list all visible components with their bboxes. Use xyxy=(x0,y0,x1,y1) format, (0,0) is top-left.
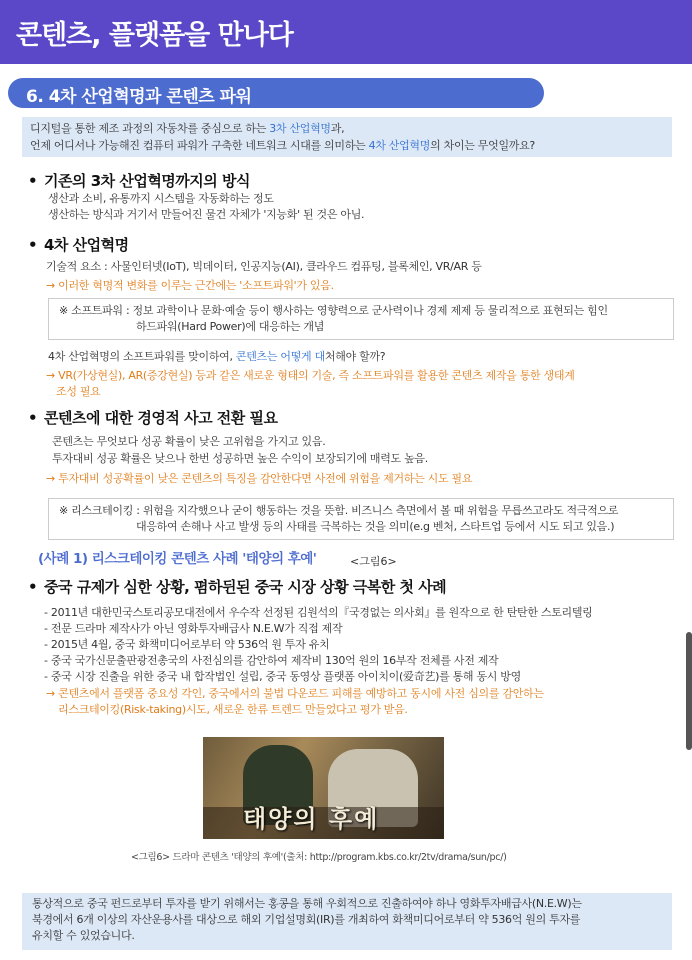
arrow-note: → VR(가상현실), AR(증강현실) 등과 같은 새로운 형태의 기술, 즉 소프트파워를 활용한 콘텐츠 제작을 통한 생태계 xyxy=(46,369,575,382)
figure-caption: <그림6> 드라마 콘텐츠 '태양의 후예'(출처: http://program.kbs.co.kr/2tv/drama/sun/pc/) xyxy=(131,852,507,863)
bullet-dot-icon: • xyxy=(28,172,38,190)
intro-text: 언제 어디서나 가능해진 컴퓨터 파워가 구축한 네트워크 시대를 의미하는 xyxy=(30,139,369,152)
intro-box xyxy=(22,117,672,157)
arrow-note: 조성 필요 xyxy=(56,385,101,398)
summary-text: 북경에서 6개 이상의 자산운용사를 대상으로 해외 기업설명회(IR)를 개최하여 화책미디어로부터 약 536억 원의 투자를 xyxy=(32,913,581,926)
note-text: ※ 리스크테이킹 : 위험을 지각했으나 굳이 행동하는 것을 뜻함. 비즈니스 측면에서 볼 때 위험을 무릅쓰고라도 적극적으로 xyxy=(59,504,619,517)
bullet-dot-icon: • xyxy=(28,236,38,254)
bullet-heading-text: 4차 산업혁명 xyxy=(44,236,129,254)
intro-line-1 xyxy=(22,117,672,137)
summary-text: 유치할 수 있었습니다. xyxy=(32,929,135,942)
intro-text: 과, xyxy=(330,122,345,135)
arrow-note: → 투자대비 성공확률이 낮은 콘텐츠의 특징을 감안한다면 사전에 위험을 제거하는 시도 필요 xyxy=(46,472,473,485)
list-item: - 2015년 4월, 중국 화책미디어로부터 약 536억 원 투자 유치 xyxy=(44,638,330,651)
arrow-note: → 콘텐츠에서 플랫폼 중요성 각인, 중국에서의 불법 다운로드 피해를 예방하고 동시에 사전 심의를 감안하는 xyxy=(46,687,544,700)
bullet-heading-text: 콘텐츠에 대한 경영적 사고 전환 필요 xyxy=(44,409,278,427)
scrollbar-handle[interactable] xyxy=(686,632,692,750)
question-part: 4차 산업혁명의 소프트파워를 맞이하여, xyxy=(48,350,236,363)
arrow-note: 리스크테이킹(Risk-taking)시도, 새로운 한류 트렌드 만들었다고 평가 받음. xyxy=(58,703,408,716)
bullet-heading xyxy=(28,234,129,255)
page-title: 콘텐츠, 플랫폼을 만나다 xyxy=(16,20,293,51)
list-item: - 2011년 대한민국스토리공모대전에서 우수작 선정된 김원석의『국경없는 의사회』를 원작으로 한 탄탄한 스토리텔링 xyxy=(44,606,593,619)
question-part: 처해야 할까? xyxy=(324,350,386,363)
body-text: 생산과 소비, 유통까지 시스템을 자동화하는 정도 xyxy=(48,192,274,205)
bullet-heading xyxy=(28,170,250,191)
note-box xyxy=(48,298,674,340)
intro-highlight: 3차 산업혁명 xyxy=(269,122,331,135)
case-title: (사례 1) 리스크테이킹 콘텐츠 사례 '태양의 후예' xyxy=(38,551,317,567)
summary-box xyxy=(22,893,672,950)
question-text xyxy=(48,349,385,365)
bullet-dot-icon: • xyxy=(28,409,38,427)
note-text: ※ 소프트파워 : 정보 과학이나 문화·예술 등이 행사하는 영향력으로 군사력이나 경제 제제 등 물리적으로 표현되는 힘인 xyxy=(59,304,608,317)
figure-reference: <그림6> xyxy=(350,555,397,568)
list-item: - 중국 국가신문출판광전총국의 사전심의를 감안하여 제작비 130억 원의 16부작 전체를 사전 제작 xyxy=(44,654,499,667)
arrow-note: → 이러한 혁명적 변화를 이루는 근간에는 '소프트파워'가 있음. xyxy=(46,279,334,292)
section-heading xyxy=(8,78,544,108)
intro-text: 디지털을 통한 제조 과정의 자동차를 중심으로 하는 xyxy=(30,122,270,135)
note-text: 하드파워(Hard Power)에 대응하는 개념 xyxy=(136,320,325,333)
bullet-dot-icon: • xyxy=(28,578,38,596)
question-highlight: 콘텐츠는 어떻게 대 xyxy=(235,350,325,363)
intro-line-2 xyxy=(22,137,672,154)
body-text: 투자대비 성공 확률은 낮으나 한번 성공하면 높은 수익이 보장되기에 매력도 높음. xyxy=(52,452,428,465)
body-text: 기술적 요소 : 사물인터넷(IoT), 빅데이터, 인공지능(AI), 클라우드 컴퓨팅, 블록체인, VR/AR 등 xyxy=(46,260,482,273)
intro-highlight: 4차 산업혁명 xyxy=(368,139,431,152)
note-text: 대응하여 손해나 사고 발생 등의 사태를 극복하는 것을 의미(e.g 벤처, 스타트업 등에서 시도 되고 있음.) xyxy=(136,520,615,533)
bullet-heading xyxy=(28,576,446,597)
header-bar xyxy=(0,0,692,64)
list-item: - 중국 시장 진출을 위한 중국 내 합작법인 설립, 중국 동영상 플랫폼 아이치이(爱奇艺)를 통해 동시 방영 xyxy=(44,670,521,683)
drama-poster-image xyxy=(203,737,444,839)
bullet-heading-text: 중국 규제가 심한 상황, 폄하뒨된 중국 시장 상황 극복한 첫 사례 xyxy=(44,578,447,596)
poster-logo: 태양의 후예 xyxy=(243,804,380,833)
bullet-heading xyxy=(28,407,277,428)
body-text: 콘텐츠는 무엇보다 성공 확률이 낮은 고위험을 가지고 있음. xyxy=(52,435,326,448)
list-item: - 전문 드라마 제작사가 아닌 영화투자배급사 N.E.W가 직접 제작 xyxy=(44,622,343,635)
intro-text: 의 차이는 무엇일까요? xyxy=(430,139,535,152)
bullet-heading-text: 기존의 3차 산업혁명까지의 방식 xyxy=(44,172,250,190)
section-title: 6. 4차 산업혁명과 콘텐츠 파워 xyxy=(26,87,252,107)
summary-text: 통상적으로 중국 펀드로부터 투자를 받기 위해서는 홍콩을 통해 우회적으로 진출하여야 하나 영화투자배급사(N.E.W)는 xyxy=(32,897,582,910)
body-text: 생산하는 방식과 거기서 만들어진 물건 자체가 '지능화' 된 것은 아님. xyxy=(48,208,365,221)
note-box xyxy=(48,498,674,540)
